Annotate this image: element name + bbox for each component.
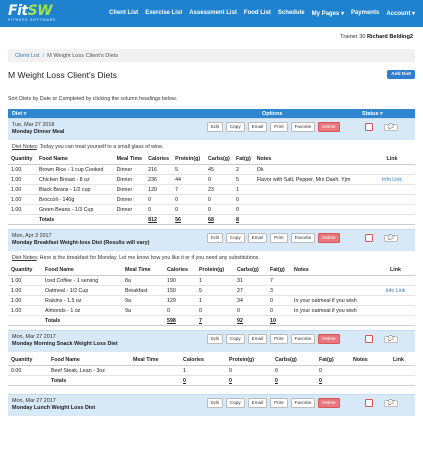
cell-carbs: 0 bbox=[205, 195, 233, 205]
diet-name[interactable]: Monday Lunch Weight Loss Diet bbox=[12, 405, 96, 411]
nav-food-list[interactable]: Food List bbox=[243, 10, 271, 16]
cell-meal-time: Dinner bbox=[114, 195, 146, 205]
cell-quantity: 1.00 bbox=[8, 306, 42, 316]
total-calories: 598 bbox=[164, 316, 196, 326]
cell-quantity: 1.00 bbox=[8, 296, 42, 306]
chat-bubble-icon: 💬 bbox=[387, 336, 395, 342]
col-link: Link bbox=[376, 265, 415, 276]
cell-link bbox=[390, 366, 415, 376]
edit-button[interactable]: Edit bbox=[207, 334, 223, 344]
cell-quantity: 1.00 bbox=[8, 276, 42, 286]
copy-button[interactable]: Copy bbox=[226, 398, 245, 408]
chat-bubble-icon: 💬 bbox=[387, 124, 395, 130]
cell-blank bbox=[130, 376, 180, 386]
cell-quantity: 0.00 bbox=[8, 366, 48, 376]
total-fat: 8 bbox=[233, 215, 254, 225]
cell-protein: 0 bbox=[172, 205, 205, 215]
cell-calories: 190 bbox=[164, 276, 196, 286]
cell-calories: 0 bbox=[145, 205, 172, 215]
cell-link bbox=[376, 296, 415, 306]
cell-food-name: Raisins - 1.5 oz bbox=[42, 296, 122, 306]
total-fat: 10 bbox=[267, 316, 291, 326]
cell-protein: 0 bbox=[196, 306, 234, 316]
diet-options bbox=[207, 122, 340, 132]
email-button[interactable]: Email bbox=[248, 398, 268, 408]
cell-carbs: 27 bbox=[234, 286, 267, 296]
completed-checkbox[interactable] bbox=[365, 399, 373, 407]
totals-row bbox=[8, 376, 415, 386]
cell-calories: 0 bbox=[145, 195, 172, 205]
diet-list bbox=[8, 109, 415, 416]
food-table bbox=[8, 154, 415, 225]
col-quantity: Quantity bbox=[8, 265, 42, 276]
cell-blank bbox=[390, 376, 415, 386]
col-notes: Notes bbox=[254, 154, 369, 165]
edit-button[interactable]: Edit bbox=[207, 233, 223, 243]
table-row bbox=[8, 195, 415, 205]
totals-label: Totals bbox=[48, 376, 130, 386]
trainer-info bbox=[340, 34, 413, 40]
cell-calories: 150 bbox=[164, 286, 196, 296]
chat-bubble-icon: 💬 bbox=[387, 400, 395, 406]
email-button[interactable]: Email bbox=[248, 334, 268, 344]
cell-meal-time: Dinner bbox=[114, 175, 146, 185]
print-button[interactable]: Print bbox=[270, 122, 287, 132]
print-button[interactable]: Print bbox=[270, 398, 287, 408]
diet-notes bbox=[8, 251, 415, 265]
table-row bbox=[8, 276, 415, 286]
breadcrumb-current: M Weight Loss Client's Diets bbox=[47, 52, 119, 59]
col-quantity: Quantity bbox=[8, 355, 48, 366]
totals-label: Totals bbox=[42, 316, 122, 326]
cell-meal-time: 8a bbox=[122, 276, 164, 286]
cell-protein: 7 bbox=[172, 185, 205, 195]
cell-carbs: 31 bbox=[234, 276, 267, 286]
cell-calories: 120 bbox=[145, 185, 172, 195]
cell-fat: 1 bbox=[233, 185, 254, 195]
cell-link bbox=[369, 165, 415, 175]
edit-button[interactable]: Edit bbox=[207, 398, 223, 408]
col-meal-time: Meal Time bbox=[122, 265, 164, 276]
col-fat: Fat(g) bbox=[316, 355, 350, 366]
table-row bbox=[8, 185, 415, 195]
diet-date: Mon, Mar 27 2017 bbox=[12, 334, 56, 340]
total-carbs: 92 bbox=[234, 316, 267, 326]
cell-notes bbox=[254, 195, 369, 205]
comments-button[interactable] bbox=[384, 124, 398, 131]
logo-tagline: FITNESS SOFTWARE bbox=[8, 18, 57, 23]
food-table-header bbox=[8, 154, 415, 165]
cell-food-name: Oatmeal - 1/2 Cup bbox=[42, 286, 122, 296]
total-carbs: 0 bbox=[272, 376, 316, 386]
nav-schedule[interactable]: Schedule bbox=[277, 10, 305, 16]
copy-button[interactable]: Copy bbox=[226, 233, 245, 243]
cell-carbs: 0 bbox=[205, 205, 233, 215]
copy-button[interactable]: Copy bbox=[226, 122, 245, 132]
col-link: Link bbox=[369, 154, 415, 165]
cell-link bbox=[369, 195, 415, 205]
table-row bbox=[8, 175, 415, 185]
total-calories: 812 bbox=[145, 215, 172, 225]
total-fat: 0 bbox=[316, 376, 350, 386]
sort-instructions: Sort Diets by Date or Completed by clicking the column headings below. bbox=[8, 96, 177, 102]
cell-notes: In your oatmeal if you wish bbox=[291, 296, 376, 306]
diet-options bbox=[207, 334, 340, 344]
completed-checkbox[interactable] bbox=[365, 234, 373, 242]
diet-notes bbox=[8, 140, 415, 154]
cell-fat: 0 bbox=[267, 306, 291, 316]
diet-options bbox=[207, 398, 340, 408]
cell-food-name: Almonds - 1 oz bbox=[42, 306, 122, 316]
cell-quantity: 1.00 bbox=[8, 165, 36, 175]
col-protein: Protein(g) bbox=[226, 355, 272, 366]
cell-protein: 1 bbox=[196, 276, 234, 286]
cell-calories: 0 bbox=[164, 306, 196, 316]
cell-meal-time: Dinner bbox=[114, 185, 146, 195]
fitsw-logo[interactable] bbox=[8, 4, 56, 23]
nav-exercise-list[interactable]: Exercise List bbox=[145, 10, 183, 16]
cell-calories: 129 bbox=[164, 296, 196, 306]
col-food-name: Food Name bbox=[42, 265, 122, 276]
breadcrumb bbox=[8, 49, 415, 62]
cell-fat: 0 bbox=[267, 296, 291, 306]
status-column-header[interactable]: Status ▿ bbox=[362, 110, 383, 117]
col-food-name: Food Name bbox=[36, 154, 114, 165]
food-table bbox=[8, 355, 415, 386]
food-table-header bbox=[8, 265, 415, 276]
cell-blank bbox=[114, 215, 146, 225]
col-protein: Protein(g) bbox=[172, 154, 205, 165]
cell-blank bbox=[369, 215, 415, 225]
col-calories: Calories bbox=[180, 355, 226, 366]
email-button[interactable]: Email bbox=[248, 122, 268, 132]
nav-account[interactable]: Account ▾ bbox=[386, 11, 415, 17]
cell-link bbox=[376, 276, 415, 286]
top-navbar bbox=[0, 0, 423, 27]
table-row bbox=[8, 366, 415, 376]
cell-blank bbox=[8, 316, 42, 326]
col-carbs: Carbs(g) bbox=[205, 154, 233, 165]
table-row bbox=[8, 286, 415, 296]
cell-blank bbox=[122, 316, 164, 326]
col-quantity: Quantity bbox=[8, 154, 36, 165]
delete-button[interactable]: Delete bbox=[318, 233, 339, 243]
col-notes: Notes bbox=[350, 355, 390, 366]
totals-row bbox=[8, 215, 415, 225]
print-button[interactable]: Print bbox=[270, 334, 287, 344]
table-row bbox=[8, 306, 415, 316]
add-diet-button[interactable]: Add Diet bbox=[387, 70, 415, 79]
total-carbs: 68 bbox=[205, 215, 233, 225]
totals-label: Totals bbox=[36, 215, 114, 225]
diet-date: Mon, Apr 3 2017 bbox=[12, 233, 52, 239]
cell-quantity: 1.00 bbox=[8, 195, 36, 205]
cell-link bbox=[369, 185, 415, 195]
cell-blank bbox=[8, 376, 48, 386]
cell-fat: 0 bbox=[233, 205, 254, 215]
col-fat: Fat(g) bbox=[267, 265, 291, 276]
cell-protein: 5 bbox=[172, 165, 205, 175]
diet-name[interactable]: Monday Morning Snack Weight Loss Diet bbox=[12, 341, 118, 347]
col-food-name: Food Name bbox=[48, 355, 130, 366]
table-row bbox=[8, 296, 415, 306]
spacer bbox=[8, 386, 415, 394]
cell-notes: Flavor with Salt, Pepper, Mrs Dash. Yjm bbox=[254, 175, 369, 185]
info-link[interactable]: Info Link bbox=[376, 286, 415, 296]
cell-protein: 5 bbox=[196, 286, 234, 296]
col-carbs: Carbs(g) bbox=[234, 265, 267, 276]
col-calories: Calories bbox=[164, 265, 196, 276]
page-title: M Weight Loss Client's Diets bbox=[8, 70, 117, 80]
print-button[interactable]: Print bbox=[270, 233, 287, 243]
cell-carbs: 0 bbox=[205, 175, 233, 185]
nav-my-pages[interactable]: My Pages ▾ bbox=[311, 11, 344, 17]
comments-button[interactable] bbox=[384, 336, 398, 343]
logo-text-sw: SW bbox=[27, 3, 53, 20]
diet-notes-text: : Today you can treat yourself to a small glass of wine. bbox=[36, 144, 164, 150]
cell-quantity: 1.00 bbox=[8, 286, 42, 296]
cell-link bbox=[369, 205, 415, 215]
options-column-header: Options bbox=[262, 110, 283, 117]
diet-column-header[interactable]: Diet ▿ bbox=[12, 110, 27, 117]
col-meal-time: Meal Time bbox=[114, 154, 146, 165]
favorite-button[interactable]: Favorite bbox=[291, 233, 316, 243]
total-protein: 56 bbox=[172, 215, 205, 225]
cell-calories: 1 bbox=[180, 366, 226, 376]
cell-quantity: 1.00 bbox=[8, 205, 36, 215]
diet-notes-text: : Here is the breakfast for Monday. Let me know how you like it or if you need any substitutions. bbox=[36, 255, 260, 261]
trainer-name: Richard Belding2 bbox=[366, 34, 413, 40]
diet-list-header bbox=[8, 109, 415, 118]
cell-protein: 44 bbox=[172, 175, 205, 185]
breadcrumb-client-list[interactable]: Client List bbox=[15, 52, 40, 59]
cell-carbs: 0 bbox=[272, 366, 316, 376]
cell-calories: 216 bbox=[145, 165, 172, 175]
cell-notes bbox=[291, 276, 376, 286]
table-row bbox=[8, 165, 415, 175]
diet-name[interactable]: Monday Dinner Meal bbox=[12, 129, 65, 135]
cell-notes bbox=[254, 185, 369, 195]
cell-carbs: 45 bbox=[205, 165, 233, 175]
cell-food-name: Chicken Breast - 8 oz bbox=[36, 175, 114, 185]
cell-fat: 7 bbox=[267, 276, 291, 286]
info-link[interactable]: Info Link bbox=[369, 175, 415, 185]
logo-text: Fit bbox=[8, 3, 28, 20]
cell-food-name: Broccoli - 140g bbox=[36, 195, 114, 205]
diet-options bbox=[207, 233, 340, 243]
favorite-button[interactable]: Favorite bbox=[291, 334, 316, 344]
cell-fat: 5 bbox=[233, 175, 254, 185]
nav-client-list[interactable]: Client List bbox=[109, 10, 139, 16]
cell-protein: 1 bbox=[196, 296, 234, 306]
cell-meal-time: Dinner bbox=[114, 205, 146, 215]
col-calories: Calories bbox=[145, 154, 172, 165]
cell-notes bbox=[350, 366, 390, 376]
col-notes: Notes bbox=[291, 265, 376, 276]
cell-meal-time: 9a bbox=[122, 296, 164, 306]
diet-date: Mon, Mar 27 2017 bbox=[12, 398, 56, 404]
food-table bbox=[8, 265, 415, 326]
cell-calories: 236 bbox=[145, 175, 172, 185]
cell-meal-time bbox=[130, 366, 180, 376]
delete-button[interactable]: Delete bbox=[318, 334, 339, 344]
completed-checkbox[interactable] bbox=[365, 123, 373, 131]
cell-blank bbox=[254, 215, 369, 225]
completed-checkbox[interactable] bbox=[365, 335, 373, 343]
cell-blank bbox=[8, 215, 36, 225]
favorite-button[interactable]: Favorite bbox=[291, 122, 316, 132]
cell-carbs: 0 bbox=[234, 306, 267, 316]
comments-button[interactable] bbox=[384, 400, 398, 407]
col-fat: Fat(g) bbox=[233, 154, 254, 165]
nav-assessment-list[interactable]: Assessment List bbox=[189, 10, 237, 16]
copy-button[interactable]: Copy bbox=[226, 334, 245, 344]
edit-button[interactable]: Edit bbox=[207, 122, 223, 132]
cell-meal-time: Breakfast bbox=[122, 286, 164, 296]
cell-meal-time: 9a bbox=[122, 306, 164, 316]
diet-name[interactable]: Monday Breakfast Weight-loss Diet (Results will vary) bbox=[12, 240, 150, 246]
cell-food-name: Green Beans - 1/3 Cup bbox=[36, 205, 114, 215]
cell-carbs: 23 bbox=[205, 185, 233, 195]
total-protein: 7 bbox=[196, 316, 234, 326]
diet-row bbox=[8, 118, 415, 140]
cell-fat: 0 bbox=[316, 366, 350, 376]
delete-button[interactable]: Delete bbox=[318, 122, 339, 132]
diet-row bbox=[8, 229, 415, 251]
cell-quantity: 1.00 bbox=[8, 175, 36, 185]
nav-payments[interactable]: Payments bbox=[350, 10, 380, 16]
cell-blank bbox=[350, 376, 390, 386]
cell-food-name: Black Beans - 1/2 cup bbox=[36, 185, 114, 195]
total-calories: 0 bbox=[180, 376, 226, 386]
col-carbs: Carbs(g) bbox=[272, 355, 316, 366]
cell-food-name: Brown Rice - 1 cup Cooked bbox=[36, 165, 114, 175]
cell-quantity: 1.00 bbox=[8, 185, 36, 195]
diet-date: Tue, Mar 27 2018 bbox=[12, 122, 55, 128]
cell-protein: 0 bbox=[226, 366, 272, 376]
cell-fat: 0 bbox=[233, 195, 254, 205]
email-button[interactable]: Email bbox=[248, 233, 268, 243]
cell-link bbox=[376, 306, 415, 316]
comments-button[interactable] bbox=[384, 235, 398, 242]
cell-fat: 3 bbox=[267, 286, 291, 296]
diet-notes-label: Diet Notes bbox=[12, 144, 37, 150]
cell-notes: Ok bbox=[254, 165, 369, 175]
cell-notes bbox=[254, 205, 369, 215]
col-link: Link bbox=[390, 355, 415, 366]
cell-protein: 0 bbox=[172, 195, 205, 205]
nav-links bbox=[109, 10, 415, 17]
diet-notes-label: Diet Notes bbox=[12, 255, 37, 261]
cell-carbs: 34 bbox=[234, 296, 267, 306]
col-protein: Protein(g) bbox=[196, 265, 234, 276]
cell-fat: 2 bbox=[233, 165, 254, 175]
trainer-prefix: Trainer 30 bbox=[340, 34, 367, 40]
delete-button[interactable]: Delete bbox=[318, 398, 339, 408]
diet-row bbox=[8, 330, 415, 352]
chat-bubble-icon: 💬 bbox=[387, 235, 395, 241]
food-table-header bbox=[8, 355, 415, 366]
cell-meal-time: Dinner bbox=[114, 165, 146, 175]
total-protein: 0 bbox=[226, 376, 272, 386]
cell-blank bbox=[376, 316, 415, 326]
cell-food-name: Iced Coffee - 1 serving bbox=[42, 276, 122, 286]
favorite-button[interactable]: Favorite bbox=[291, 398, 316, 408]
breadcrumb-separator: / bbox=[42, 52, 45, 59]
cell-notes: In your oatmeal if you wish bbox=[291, 306, 376, 316]
cell-blank bbox=[291, 316, 376, 326]
cell-notes bbox=[291, 286, 376, 296]
table-row bbox=[8, 205, 415, 215]
cell-food-name: Beef Steak, Lean - 3oz bbox=[48, 366, 130, 376]
totals-row bbox=[8, 316, 415, 326]
diet-row bbox=[8, 394, 415, 416]
col-meal-time: Meal Time bbox=[130, 355, 180, 366]
